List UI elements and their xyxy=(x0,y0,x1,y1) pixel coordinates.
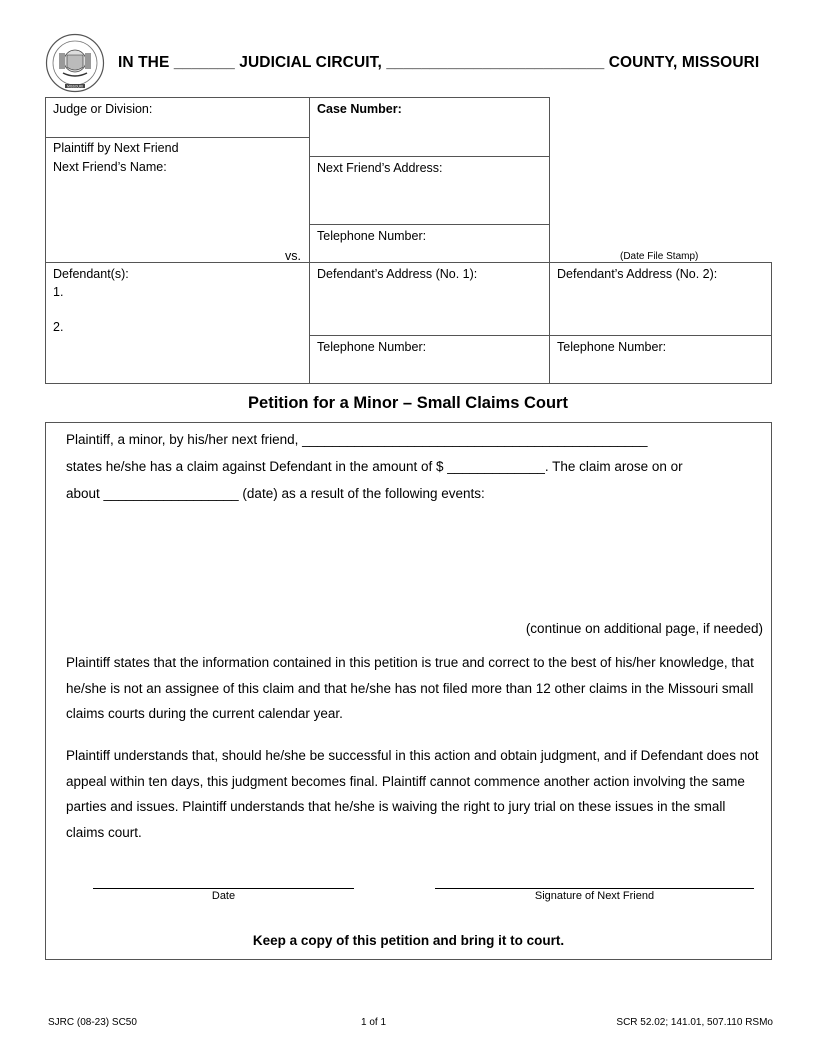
case-number-label: Case Number: xyxy=(317,102,402,116)
defendant-phone-1-label: Telephone Number: xyxy=(317,340,427,354)
date-line xyxy=(93,888,354,889)
defendant-phone-2-box xyxy=(549,335,772,384)
defendant-phone-1-box xyxy=(309,335,550,384)
signature-label: Signature of Next Friend xyxy=(534,890,655,902)
defendant-2: 2. xyxy=(53,320,64,334)
defendant-address-2-label: Defendant’s Address (No. 2): xyxy=(557,267,718,281)
claim-line-3: about __________________ (date) as a result of the following events: xyxy=(66,486,485,501)
next-friend-phone-label: Telephone Number: xyxy=(317,229,427,243)
defendants-box xyxy=(45,262,310,384)
keep-copy-note: Keep a copy of this petition and bring it to court. xyxy=(252,933,565,948)
plaintiff-label: Plaintiff by Next Friend xyxy=(53,141,179,155)
defendant-address-1-label: Defendant’s Address (No. 1): xyxy=(317,267,478,281)
continue-note: (continue on additional page, if needed) xyxy=(525,621,763,636)
vs-label: vs. xyxy=(285,249,301,263)
date-label: Date xyxy=(211,890,236,902)
signature-line xyxy=(435,888,754,889)
plaintiff-box xyxy=(45,137,310,263)
defendant-address-2-box xyxy=(549,262,772,336)
statute-reference: SCR 52.02; 141.01, 507.110 RSMo xyxy=(616,1017,773,1028)
page-number: 1 of 1 xyxy=(361,1017,387,1028)
court-header: IN THE _______ JUDICIAL CIRCUIT, _________________________ COUNTY, MISSOURI xyxy=(118,54,760,71)
petition-title: Petition for a Minor – Small Claims Court xyxy=(248,394,568,412)
defendant-address-1-box xyxy=(309,262,550,336)
defendants-label: Defendant(s): xyxy=(53,267,129,281)
file-stamp-label: (Date File Stamp) xyxy=(620,251,699,262)
form-id: SJRC (08-23) SC50 xyxy=(48,1017,137,1028)
next-friend-address-label: Next Friend’s Address: xyxy=(317,161,443,175)
claim-line-1: Plaintiff, a minor, by his/her next friend, ______________________________________________ xyxy=(66,432,648,447)
seal-text: MISSOURI xyxy=(67,84,83,89)
next-friend-phone-box xyxy=(309,224,550,263)
case-number-box xyxy=(309,97,550,157)
next-friend-name-label: Next Friend’s Name: xyxy=(53,160,167,174)
missouri-seal-icon xyxy=(45,33,105,93)
judge-label: Judge or Division: xyxy=(53,102,153,116)
next-friend-address-box xyxy=(309,156,550,225)
statement-assignee: Plaintiff states that the information contained in this petition is true and correct to the best of his/her knowledge, that he/she is not an assignee of this claim and that he/she has not filed more than 12 other claims in the Missouri small claims courts during the current calendar year. xyxy=(66,655,754,721)
defendant-1: 1. xyxy=(53,285,64,299)
statement-judgment: Plaintiff understands that, should he/she be successful in this action and obtain judgment, and if Defendant does not appeal within ten days, this judgment becomes final. Plaintiff cannot commence another action involving the same parties and issues. Plaintiff understands that he/she is waiving the right to jury trial on these issues in the small claims court. xyxy=(66,748,759,840)
claim-line-2: states he/she has a claim against Defendant in the amount of $ _____________. The claim arose on or xyxy=(66,459,683,474)
defendant-phone-2-label: Telephone Number: xyxy=(557,340,667,354)
judge-division-box xyxy=(45,97,310,138)
